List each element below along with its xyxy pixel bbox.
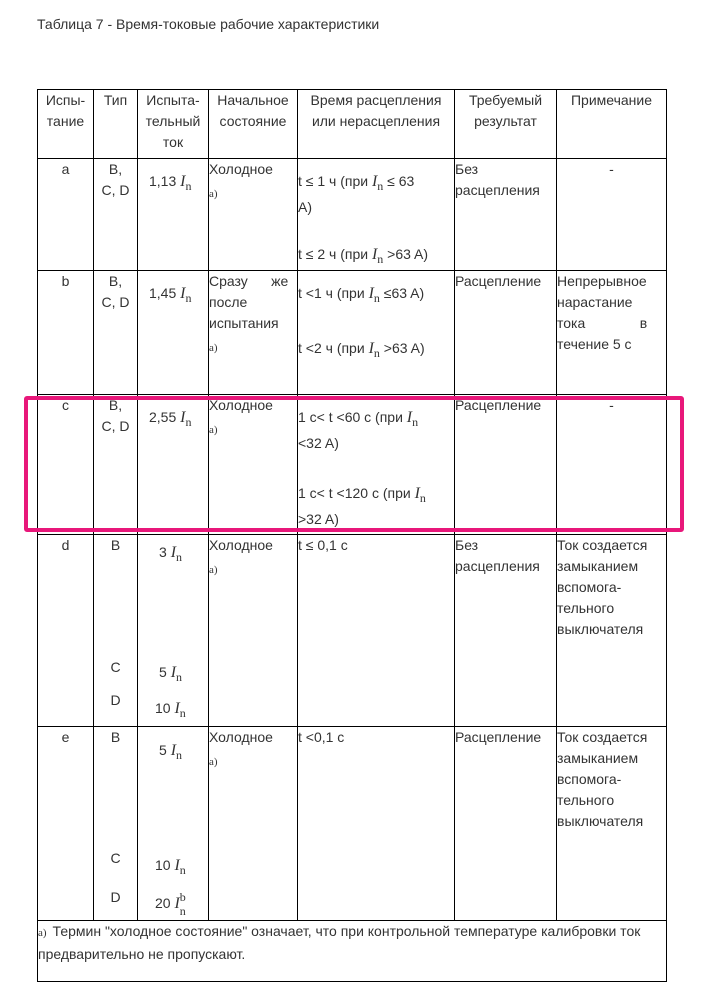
cell-state: Холодное a) bbox=[209, 535, 298, 727]
cell-result: Без расцепления bbox=[455, 159, 557, 271]
table-footnote-row bbox=[38, 921, 667, 982]
cell-result: Расцепление bbox=[455, 271, 557, 395]
cell-current: 3 In 5 In 10 In bbox=[138, 535, 209, 727]
cell-current: 5 In 10 In 20 I b n bbox=[138, 727, 209, 921]
cell-test: b bbox=[38, 271, 94, 395]
cell-remark: Ток создается замыканием вспомога- тельного выключателя bbox=[557, 535, 667, 727]
cell-time: 1 с< t <60 с (при In <32 A) 1 с< t <120 с (при In >32 A) bbox=[298, 395, 455, 535]
cell-test: e bbox=[38, 727, 94, 921]
header-result: Требуемый результат bbox=[455, 90, 557, 159]
cell-state: Сразу же после испытания a) bbox=[209, 271, 298, 395]
header-state: Начальное состояние bbox=[209, 90, 298, 159]
cell-remark: - bbox=[557, 395, 667, 535]
cell-type: B C D bbox=[94, 727, 138, 921]
footnote: a) Термин "холодное состояние" означает, что при контрольной температуре калибровки ток предварительно не пропускают. bbox=[38, 921, 667, 982]
table-row bbox=[38, 159, 667, 271]
cell-time: t <0,1 с bbox=[298, 727, 455, 921]
cell-time: t ≤ 1 ч (при In ≤ 63 A) t ≤ 2 ч (при In >63 A) bbox=[298, 159, 455, 271]
cell-current: 1,13 In bbox=[138, 159, 209, 271]
cell-test: c bbox=[38, 395, 94, 535]
table-row bbox=[38, 535, 667, 727]
header-remark: Примечание bbox=[557, 90, 667, 159]
table-row bbox=[38, 395, 667, 535]
cell-current: 2,55 In bbox=[138, 395, 209, 535]
cell-result: Расцепление bbox=[455, 395, 557, 535]
header-test: Испы- тание bbox=[38, 90, 94, 159]
cell-test: d bbox=[38, 535, 94, 727]
cell-current: 1,45 In bbox=[138, 271, 209, 395]
cell-type: B, C, D bbox=[94, 395, 138, 535]
table-caption: Таблица 7 - Время-токовые рабочие характеристики bbox=[37, 16, 380, 32]
cell-result: Расцепление bbox=[455, 727, 557, 921]
cell-state: Холодное a) bbox=[209, 159, 298, 271]
cell-state: Холодное a) bbox=[209, 395, 298, 535]
table-row bbox=[38, 727, 667, 921]
cell-type: B, C, D bbox=[94, 271, 138, 395]
cell-time: t <1 ч (при In ≤63 A) t <2 ч (при In >63 A) bbox=[298, 271, 455, 395]
table-header-row bbox=[38, 90, 667, 159]
cell-type: B C D bbox=[94, 535, 138, 727]
cell-remark: - bbox=[557, 159, 667, 271]
cell-type: B, C, D bbox=[94, 159, 138, 271]
header-current: Испыта- тельный ток bbox=[138, 90, 209, 159]
cell-remark: Ток создается замыканием вспомога- тельного выключателя bbox=[557, 727, 667, 921]
cell-test: a bbox=[38, 159, 94, 271]
header-type: Тип bbox=[94, 90, 138, 159]
characteristics-table bbox=[37, 89, 666, 982]
cell-state: Холодное a) bbox=[209, 727, 298, 921]
cell-remark: Непрерывное нарастание тока в течение 5 с bbox=[557, 271, 667, 395]
cell-time: t ≤ 0,1 с bbox=[298, 535, 455, 727]
header-time: Время расцепления или нерасцепления bbox=[298, 90, 455, 159]
cell-result: Без расцепления bbox=[455, 535, 557, 727]
table-row bbox=[38, 271, 667, 395]
